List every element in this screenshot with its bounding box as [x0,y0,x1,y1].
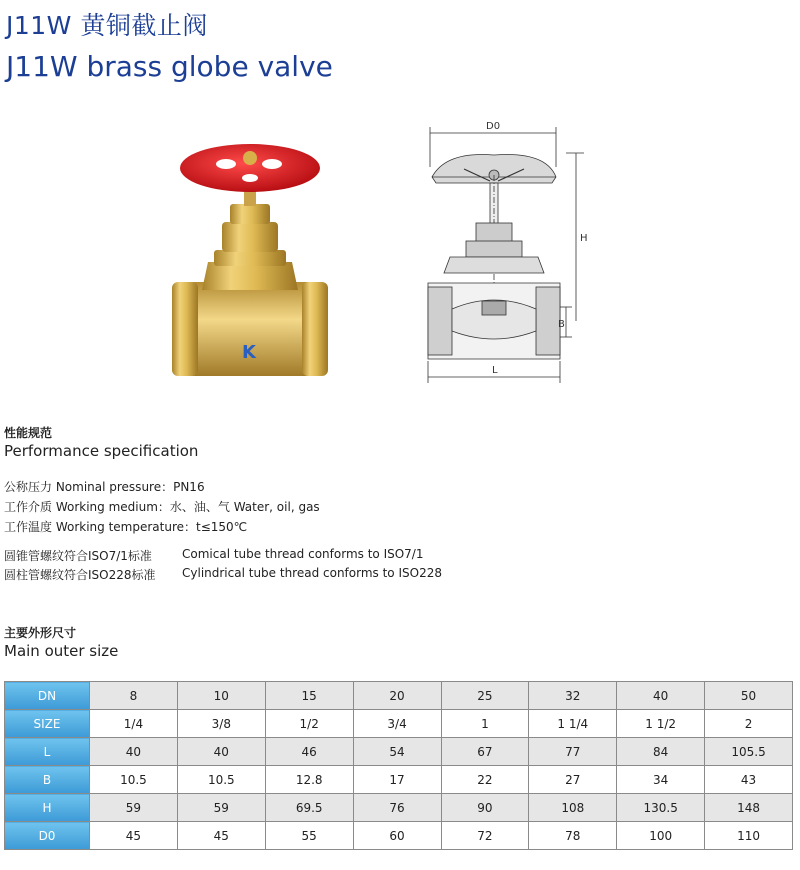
thread-iso7-en: Comical tube thread conforms to ISO7/1 [182,547,424,561]
l-dimension-label: L [492,365,498,376]
table-cell: 130.5 [617,794,705,822]
title-chinese: J11W 黄铜截止阀 [6,11,208,40]
table-cell: 78 [529,822,617,850]
size-heading-cn: 主要外形尺寸 [4,626,77,640]
table-cell: 90 [441,794,529,822]
size-table [4,681,793,850]
table-cell: 100 [617,822,705,850]
table-cell: 45 [177,822,265,850]
table-cell: 40 [90,738,178,766]
row-header: DN [5,682,90,710]
table-cell: 40 [617,682,705,710]
table-cell: 72 [441,822,529,850]
table-cell: 20 [353,682,441,710]
size-heading-en: Main outer size [4,642,119,660]
table-cell: 12.8 [265,766,353,794]
table-cell: 32 [529,682,617,710]
svg-text:K: K [242,342,256,363]
spec-nominal-pressure: 公称压力 Nominal pressure：PN16 [4,480,205,494]
table-cell: 25 [441,682,529,710]
table-cell: 59 [177,794,265,822]
row-header: B [5,766,90,794]
table-cell: 27 [529,766,617,794]
table-cell: 110 [705,822,793,850]
h-dimension-label: H [580,233,588,244]
table-cell: 1 1/4 [529,710,617,738]
b-dimension-label: B [558,319,565,330]
table-cell: 1 [441,710,529,738]
table-cell: 76 [353,794,441,822]
table-row [5,766,793,794]
table-cell: 108 [529,794,617,822]
table-cell: 69.5 [265,794,353,822]
table-cell: 59 [90,794,178,822]
table-cell: 22 [441,766,529,794]
table-cell: 43 [705,766,793,794]
table-cell: 10.5 [90,766,178,794]
table-cell: 67 [441,738,529,766]
table-cell: 15 [265,682,353,710]
thread-iso7-cn: 圆锥管螺纹符合ISO7/1标准 [4,549,152,563]
table-cell: 10.5 [177,766,265,794]
table-cell: 148 [705,794,793,822]
valve-drawing [406,115,592,387]
table-cell: 55 [265,822,353,850]
table-cell: 10 [177,682,265,710]
valve-photo [160,140,340,390]
thread-iso228-en: Cylindrical tube thread conforms to ISO228 [182,566,442,580]
table-cell: 60 [353,822,441,850]
table-row [5,822,793,850]
table-cell: 1 1/2 [617,710,705,738]
row-header: H [5,794,90,822]
table-cell: 40 [177,738,265,766]
table-row [5,794,793,822]
table-cell: 105.5 [705,738,793,766]
table-cell: 3/8 [177,710,265,738]
table-cell: 1/2 [265,710,353,738]
row-header: D0 [5,822,90,850]
table-cell: 46 [265,738,353,766]
table-cell: 54 [353,738,441,766]
title-english: J11W brass globe valve [6,50,333,83]
performance-heading-en: Performance specification [4,442,199,460]
table-row [5,710,793,738]
table-cell: 50 [705,682,793,710]
table-cell: 45 [90,822,178,850]
row-header: SIZE [5,710,90,738]
table-cell: 84 [617,738,705,766]
table-cell: 3/4 [353,710,441,738]
spec-working-temperature: 工作温度 Working temperature：t≤150℃ [4,520,248,534]
table-cell: 1/4 [90,710,178,738]
table-row [5,738,793,766]
table-cell: 2 [705,710,793,738]
thread-iso228-cn: 圆柱管螺纹符合ISO228标准 [4,568,156,582]
spec-working-medium: 工作介质 Working medium：水、油、气 Water, oil, gas [4,500,320,514]
table-row [5,682,793,710]
table-cell: 77 [529,738,617,766]
table-cell: 17 [353,766,441,794]
table-cell: 34 [617,766,705,794]
performance-heading-cn: 性能规范 [4,426,53,440]
row-header: L [5,738,90,766]
d0-dimension-label: D0 [486,121,501,132]
table-cell: 8 [90,682,178,710]
